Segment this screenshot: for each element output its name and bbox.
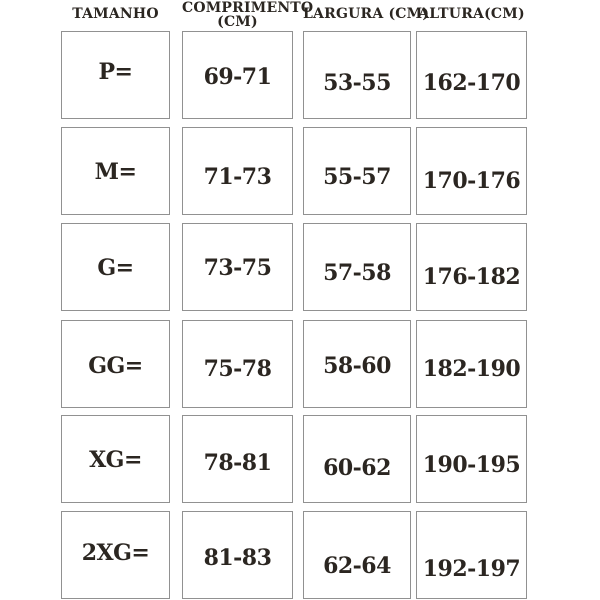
- cell-altura-m-value: 170-176: [422, 168, 521, 194]
- cell-comprimento-p-value: 69-71: [203, 64, 272, 90]
- cell-size-m-value: M=: [94, 159, 137, 185]
- cell-altura-m: [416, 127, 527, 215]
- cell-comprimento-g-value: 73-75: [203, 255, 272, 281]
- cell-largura-gg-value: 58-60: [323, 353, 391, 379]
- column-header-largura-label: LARGURA (CM): [303, 6, 430, 22]
- cell-comprimento-m-value: 71-73: [203, 164, 272, 190]
- cell-size-xg: [61, 415, 170, 503]
- cell-comprimento-m: [182, 127, 293, 215]
- cell-altura-2xg: [416, 511, 527, 599]
- cell-altura-g-value: 176-182: [422, 264, 521, 290]
- cell-largura-m: [303, 127, 411, 215]
- cell-altura-p: [416, 31, 527, 119]
- column-header-comprimento: [182, 0, 314, 30]
- cell-comprimento-xg: [182, 415, 293, 503]
- cell-altura-p-value: 162-170: [422, 70, 521, 96]
- cell-largura-2xg: [303, 511, 411, 599]
- cell-largura-2xg-value: 62-64: [323, 553, 391, 579]
- cell-size-gg-value: GG=: [88, 353, 143, 379]
- column-header-largura: [303, 6, 430, 22]
- cell-largura-gg: [303, 320, 411, 408]
- cell-comprimento-xg-value: 78-81: [203, 450, 272, 476]
- column-header-altura: [416, 7, 527, 21]
- cell-altura-2xg-value: 192-197: [422, 556, 521, 582]
- cell-size-g: [61, 223, 170, 311]
- cell-comprimento-2xg-value: 81-83: [203, 545, 272, 571]
- cell-comprimento-2xg: [182, 511, 293, 599]
- cell-size-xg-value: XG=: [89, 447, 142, 473]
- cell-largura-g: [303, 223, 411, 311]
- cell-altura-xg-value: 190-195: [422, 452, 521, 478]
- cell-altura-g: [416, 223, 527, 311]
- cell-comprimento-gg-value: 75-78: [203, 356, 272, 382]
- column-header-comprimento-line1: COMPRIMENTO: [182, 0, 314, 16]
- cell-comprimento-gg: [182, 320, 293, 408]
- column-header-tamanho-label: TAMANHO: [72, 6, 159, 22]
- cell-size-g-value: G=: [97, 255, 134, 281]
- cell-comprimento-p: [182, 31, 293, 119]
- cell-size-gg: [61, 320, 170, 408]
- column-header-altura-label: ALTURA(CM): [418, 6, 525, 22]
- cell-size-2xg-value: 2XG=: [81, 540, 150, 566]
- cell-largura-p: [303, 31, 411, 119]
- cell-largura-p-value: 53-55: [323, 70, 391, 96]
- cell-largura-xg: [303, 415, 411, 503]
- cell-size-2xg: [61, 511, 170, 599]
- cell-altura-xg: [416, 415, 527, 503]
- cell-size-p-value: P=: [98, 59, 133, 85]
- cell-largura-m-value: 55-57: [323, 164, 391, 190]
- cell-size-m: [61, 127, 170, 215]
- cell-largura-g-value: 57-58: [323, 260, 391, 286]
- cell-altura-gg-value: 182-190: [422, 356, 521, 382]
- column-header-tamanho: [61, 7, 170, 21]
- cell-largura-xg-value: 60-62: [323, 455, 391, 481]
- cell-altura-gg: [416, 320, 527, 408]
- column-header-comprimento-line2: (CM): [217, 14, 258, 30]
- cell-comprimento-g: [182, 223, 293, 311]
- cell-size-p: [61, 31, 170, 119]
